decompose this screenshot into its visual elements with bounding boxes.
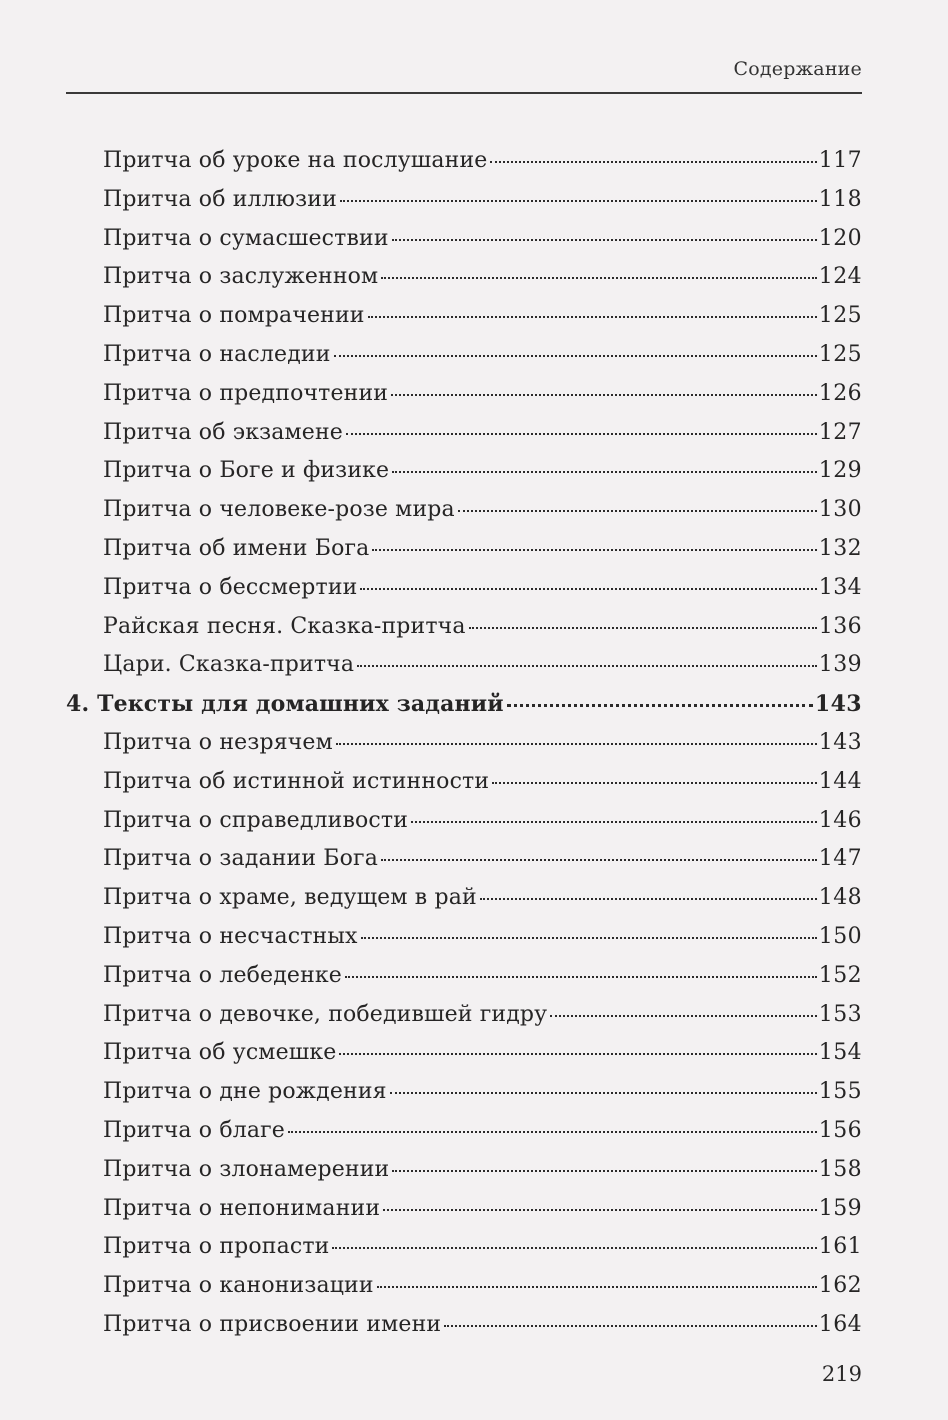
toc-entry-title: Притча об усмешке xyxy=(103,1040,337,1066)
toc-section-entry xyxy=(66,686,862,722)
toc-entry-page: 164 xyxy=(818,1312,862,1337)
dot-leader xyxy=(360,588,816,590)
toc-entry-title: Притча о несчастных xyxy=(103,924,358,949)
toc-entry xyxy=(103,1229,862,1265)
dot-leader xyxy=(392,471,817,473)
dot-leader xyxy=(390,1092,817,1094)
toc-entry xyxy=(103,609,862,645)
toc-entry xyxy=(103,143,862,179)
toc-entry xyxy=(103,453,862,489)
dot-leader xyxy=(391,394,817,396)
toc-entry-page: 146 xyxy=(818,807,862,833)
toc-entry-page: 161 xyxy=(818,1234,862,1260)
toc-entry xyxy=(103,259,862,295)
dot-leader xyxy=(340,200,817,202)
toc-entry-title: Притча об истинной истинности xyxy=(103,768,490,794)
toc-entry xyxy=(103,803,862,839)
dot-leader xyxy=(444,1325,817,1327)
toc-entry-title: Притча об экзамене xyxy=(103,419,343,445)
dot-leader xyxy=(288,1131,817,1133)
toc-entry-page: 130 xyxy=(818,497,862,523)
toc-entry-page: 134 xyxy=(818,574,862,600)
toc-entry-page: 143 xyxy=(818,730,862,755)
toc-entry-title: Притча об имени Бога xyxy=(103,536,370,561)
toc-entry-title: Притча о храме, ведущем в рай xyxy=(103,885,477,911)
toc-entry xyxy=(103,764,862,800)
toc-entry-page: 127 xyxy=(818,419,862,445)
dot-leader xyxy=(372,549,816,551)
dot-leader xyxy=(377,1286,817,1288)
dot-leader xyxy=(480,898,817,900)
toc-entry-title: Притча о благе xyxy=(103,1118,285,1143)
toc-entry-page: 118 xyxy=(818,186,862,212)
toc-entry xyxy=(103,1191,862,1227)
toc-entry-title: Притча о справедливости xyxy=(103,807,409,833)
dot-leader xyxy=(392,1170,816,1172)
dot-leader xyxy=(458,510,817,512)
toc-entry-title: Притча о лебеденке xyxy=(103,962,342,988)
toc-entry-page: 143 xyxy=(814,691,862,718)
toc-entry-page: 125 xyxy=(818,303,862,329)
toc-entry xyxy=(103,1268,862,1304)
toc-entry-title: Притча о незрячем xyxy=(103,730,333,755)
toc-entry-title: Притча о Боге и физике xyxy=(103,458,390,484)
dot-leader xyxy=(492,782,817,784)
toc-entry-page: 156 xyxy=(818,1118,862,1143)
toc-entry-page: 162 xyxy=(818,1273,862,1299)
toc-entry xyxy=(103,880,862,916)
dot-leader xyxy=(339,1053,816,1055)
dot-leader xyxy=(368,316,817,318)
toc-entry-page: 132 xyxy=(818,536,862,561)
toc-entry xyxy=(103,182,862,218)
toc-entry-title: Райская песня. Сказка-притча xyxy=(103,613,466,639)
toc-entry-title: Притча о присвоении имени xyxy=(103,1312,442,1337)
dot-leader xyxy=(346,433,817,435)
toc-entry xyxy=(103,1152,862,1188)
toc-entry-page: 129 xyxy=(818,458,862,484)
running-head: Содержание xyxy=(733,58,862,80)
dot-leader xyxy=(469,627,817,629)
toc-entry-title: Притча о задании Бога xyxy=(103,846,378,872)
toc-entry-title: Притча о заслуженном xyxy=(103,264,379,290)
dot-leader xyxy=(332,1247,816,1249)
toc-entry-page: 147 xyxy=(818,846,862,872)
toc-entry-page: 144 xyxy=(818,768,862,794)
toc-entry-page: 152 xyxy=(818,962,862,988)
toc-entry xyxy=(103,337,862,373)
toc-entry xyxy=(103,997,862,1033)
toc-entry-title: Притча о наследии xyxy=(103,342,331,367)
dot-leader xyxy=(383,1209,817,1211)
toc-entry xyxy=(103,1074,862,1110)
toc-entry-title: Притча об иллюзии xyxy=(103,186,337,212)
toc-entry-title: Притча о предпочтении xyxy=(103,380,389,406)
toc-entry xyxy=(103,958,862,994)
toc-entry-page: 120 xyxy=(818,225,862,251)
toc-entry-page: 124 xyxy=(818,264,862,290)
toc-entry-page: 150 xyxy=(818,924,862,949)
toc-entry-title: 4. Тексты для домашних заданий xyxy=(66,691,504,718)
toc-entry xyxy=(103,1113,862,1149)
toc-entry-title: Притча о злонамерении xyxy=(103,1156,390,1182)
toc-entry-title: Притча о канонизации xyxy=(103,1273,374,1299)
toc-entry xyxy=(103,841,862,877)
toc-entry-page: 148 xyxy=(818,885,862,911)
toc-entry-title: Притча о бессмертии xyxy=(103,574,358,600)
dot-leader xyxy=(550,1015,817,1017)
toc-entry-page: 159 xyxy=(818,1195,862,1221)
toc-entry xyxy=(103,1035,862,1071)
toc-entry xyxy=(103,725,862,761)
toc-entry-page: 158 xyxy=(818,1156,862,1182)
header-rule xyxy=(66,92,862,94)
toc-entry-title: Притча о девочке, победившей гидру xyxy=(103,1001,548,1027)
toc-entry-page: 117 xyxy=(818,148,862,173)
dot-leader xyxy=(381,859,817,861)
toc-entry-title: Притча о дне рождения xyxy=(103,1079,387,1105)
toc-entry-page: 155 xyxy=(818,1079,862,1105)
dot-leader xyxy=(361,937,817,939)
dot-leader xyxy=(357,665,817,667)
toc-entry xyxy=(103,221,862,257)
dot-leader xyxy=(336,743,817,745)
toc-entry-title: Притча об уроке на послушание xyxy=(103,148,488,173)
dot-leader xyxy=(507,704,813,707)
toc-entry xyxy=(103,415,862,451)
dot-leader xyxy=(411,821,817,823)
dot-leader xyxy=(334,355,817,357)
toc-entry-title: Притча о сумасшествии xyxy=(103,225,389,251)
toc-entry xyxy=(103,376,862,412)
toc-entry xyxy=(103,492,862,528)
toc-entry-title: Притча о непонимании xyxy=(103,1195,381,1221)
toc-entry xyxy=(103,570,862,606)
toc-entry-title: Притча о человеке-розе мира xyxy=(103,497,455,523)
toc-entry xyxy=(103,298,862,334)
toc-entry-page: 154 xyxy=(818,1040,862,1066)
toc-entry-page: 136 xyxy=(818,613,862,639)
toc-entry-title: Притча о пропасти xyxy=(103,1234,330,1260)
toc-entry xyxy=(103,1307,862,1343)
toc-entry xyxy=(103,919,862,955)
toc-entry xyxy=(103,531,862,567)
dot-leader xyxy=(490,161,816,163)
dot-leader xyxy=(381,277,817,279)
dot-leader xyxy=(392,239,817,241)
page-number: 219 xyxy=(821,1362,862,1386)
toc-entry-title: Притча о помрачении xyxy=(103,303,365,329)
toc-entry-page: 126 xyxy=(818,380,862,406)
toc-entry-page: 139 xyxy=(818,652,862,678)
toc-entry-page: 125 xyxy=(818,342,862,367)
dot-leader xyxy=(345,976,817,978)
toc-entry xyxy=(103,647,862,683)
toc-entry-title: Цари. Сказка-притча xyxy=(103,652,355,678)
toc-entry-page: 153 xyxy=(818,1001,862,1027)
